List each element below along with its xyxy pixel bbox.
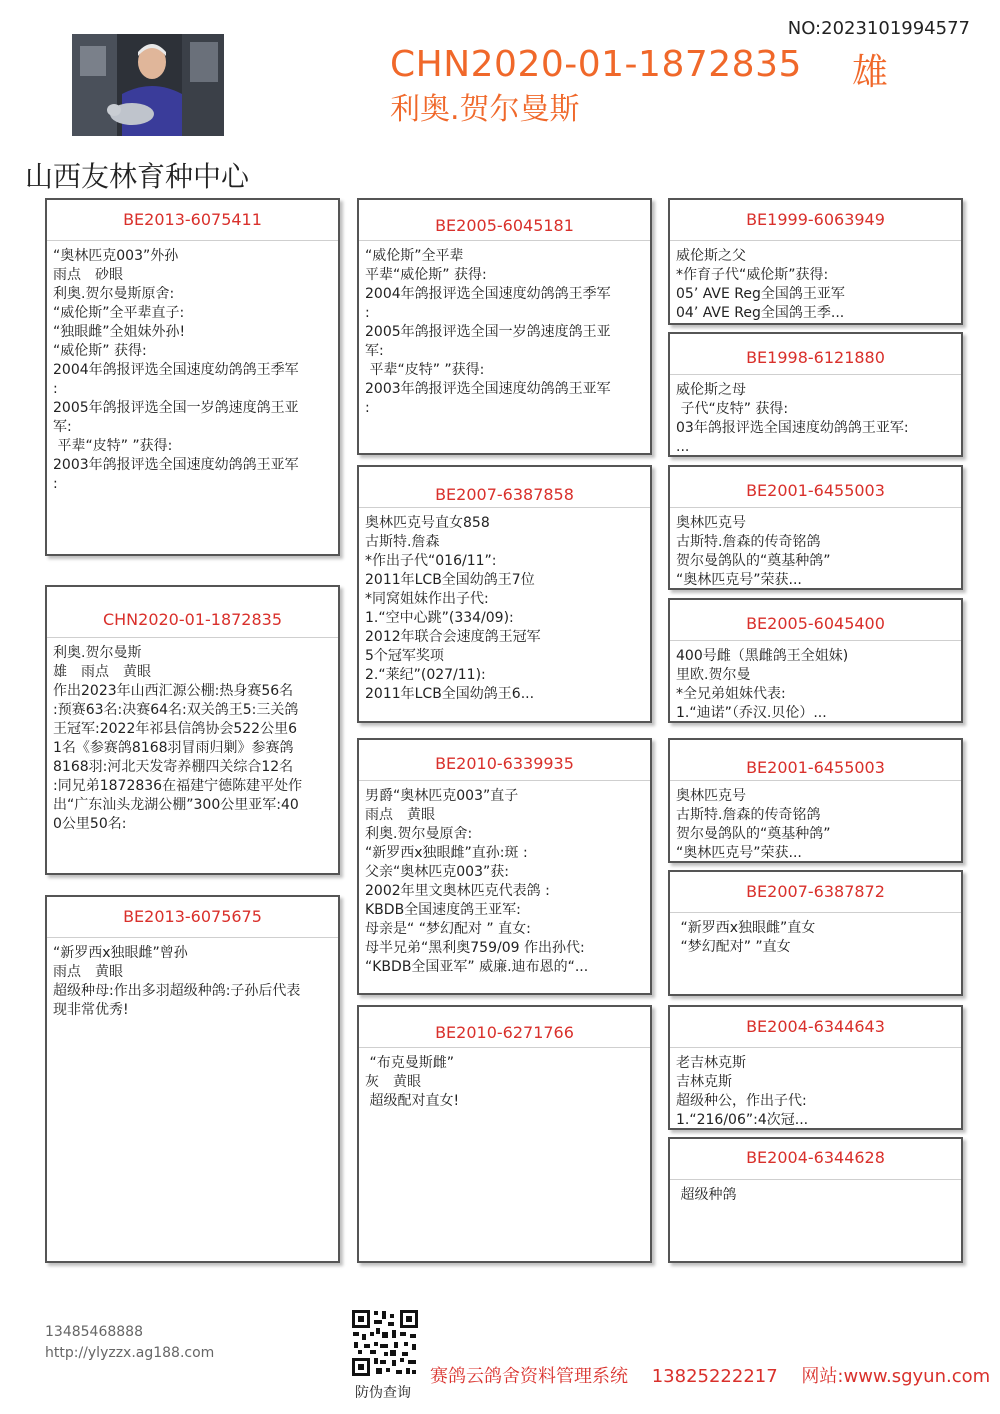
pedigree-card-dam-dam <box>357 1005 652 1263</box>
card-ring-number: BE2010-6271766 <box>359 1007 650 1048</box>
card-description: 400号雌（黑雌鸽王全姐妹) 里欧.贺尔曼 *全兄弟姐妹代表: 1.“迪诺”（乔汉.贝伦）... <box>676 648 849 721</box>
pedigree-card-ggen-7 <box>668 1005 963 1130</box>
card-ring-number: BE2001-6455003 <box>670 467 961 508</box>
card-description: “奥林匹克003”外孙 雨点 砂眼 利奥.贺尔曼斯原舍: “威伦斯”全平辈直子: “独眼雌”全姐妹外孙! “威伦斯” 获得: 2004年鸽报评选全国速度幼鸽鸽王季军 : 2005年鸽报评选全国一岁鸽速度鸽王亚 军: 平辈“皮特” ”获得: 2003年鸽报评选全国速度幼鸽鸽王亚军 : <box>53 248 299 492</box>
pedigree-card-ggen-3 <box>668 465 963 590</box>
card-ring-number: BE2007-6387872 <box>670 872 961 913</box>
pedigree-card-sire-sire <box>357 198 652 455</box>
pedigree-card-subject <box>45 585 340 875</box>
card-description: “新罗西x独眼雌”直女 “梦幻配对” ”直女 <box>680 920 816 955</box>
card-description: 威伦斯之父 *作育子代“威伦斯”获得: 05’ AVE Reg全国鸽王亚军 04’ AVE Reg全国鸽王季... <box>676 248 845 321</box>
pedigree-card-ggen-2 <box>668 332 963 457</box>
card-description: 利奥.贺尔曼斯 雄 雨点 黄眼 作出2023年山西汇源公棚:热身赛56名 :预赛63名:决赛64名:双关鸽王5:三关鸽 王冠军:2022年祁县信鸽协会522公里6 1名《参赛鸽8168羽冒雨归剿》参赛鸽 8168羽:河北天发寄养棚四关综合12名 :同兄弟1872836在福建宁德陈建平处作 出“广东汕头龙湖公棚”300公里亚军:40 0公里50名: <box>53 645 303 832</box>
card-description: “布克曼斯雌” 灰 黄眼 超级配对直女! <box>365 1055 460 1109</box>
card-description: 奥林匹克号 古斯特.詹森的传奇铭鸽 贺尔曼鸽队的“奠基种鸽” “奥林匹克号”荣获... <box>676 515 831 588</box>
card-ring-number: BE2010-6339935 <box>359 740 650 781</box>
card-ring-number: BE2005-6045181 <box>359 200 650 241</box>
card-description: 奥林匹克号 古斯特.詹森的传奇铭鸽 贺尔曼鸽队的“奠基种鸽” “奥林匹克号”荣获... <box>676 788 831 861</box>
pedigree-card-sire-dam <box>357 465 652 723</box>
pigeon-ring-number: CHN2020-01-1872835 <box>390 44 802 85</box>
card-description: 威伦斯之母 子代“皮特” 获得: 03年鸽报评选全国速度幼鸽鸽王亚军: ... <box>676 382 909 455</box>
certificate-number: NO:2023101994577 <box>787 18 970 39</box>
loft-name: 山西友林育种中心 <box>25 160 250 193</box>
qr-code-icon[interactable] <box>350 1308 420 1378</box>
card-ring-number: BE1999-6063949 <box>670 200 961 241</box>
card-ring-number: BE2007-6387858 <box>359 467 650 508</box>
pedigree-card-ggen-8 <box>668 1137 963 1263</box>
pedigree-card-ggen-5 <box>668 738 963 863</box>
card-ring-number: BE2001-6455003 <box>670 740 961 781</box>
breeder-photo <box>72 34 224 136</box>
card-ring-number: BE2013-6075411 <box>47 200 338 241</box>
pedigree-card-ggen-4 <box>668 598 963 723</box>
card-description: 老吉林克斯 吉林克斯 超级种公，作出子代: 1.“216/06”:4次冠... <box>676 1055 809 1128</box>
card-description: “新罗西x独眼雌”曾孙 雨点 黄眼 超级种母:作出多羽超级种鸽:子孙后代表 现非常优秀! <box>53 945 301 1018</box>
footer-system-info: 赛鸽云鸽舍资料管理系统 13825222217 网站:www.sgyun.com <box>430 1366 991 1387</box>
pigeon-sex: 雄 <box>852 52 889 93</box>
card-description: 男爵“奥林匹克003”直子 雨点 黄眼 利奥.贺尔曼原舍: “新罗西x独眼雌”直孙:斑 : 父亲“奥林匹克003”获: 2002年里文奥林匹克代表鸽 : KBDB全国速度鸽王亚军: 母亲是“ “梦幻配对 ” 直女: 母半兄弟“黑利奥759/09 作出孙代: “KBDB全国亚军” 威廉.迪布恩的“... <box>365 788 589 975</box>
pigeon-name: 利奥.贺尔曼斯 <box>390 92 580 127</box>
pedigree-card-dam-sire <box>357 738 652 995</box>
card-ring-number: BE2004-6344628 <box>670 1139 961 1180</box>
pedigree-card-sire <box>45 198 340 556</box>
card-description: 超级种鸽 <box>676 1187 737 1203</box>
pedigree-card-ggen-1 <box>668 198 963 325</box>
pedigree-card-ggen-6 <box>668 870 963 996</box>
card-description: 奥林匹克号直女858 古斯特.詹森 *作出子代“016/11”: 2011年LCB全国幼鸽王7位 *同窝姐妹作出子代: 1.“空中心跳”(334/09): 2012年联合会速度鸽王冠军 5个冠军奖项 2.“莱纪”(027/11): 2011年LCB全国幼鸽王6... <box>365 515 541 702</box>
card-ring-number: CHN2020-01-1872835 <box>47 587 338 638</box>
card-ring-number: BE1998-6121880 <box>670 334 961 375</box>
card-description: “威伦斯”全平辈 平辈“威伦斯” 获得: 2004年鸽报评选全国速度幼鸽鸽王季军 : 2005年鸽报评选全国一岁鸽速度鸽王亚 军: 平辈“皮特” ”获得: 2003年鸽报评选全国速度幼鸽鸽王亚军 : <box>365 248 611 416</box>
pedigree-card-dam <box>45 895 340 1263</box>
card-ring-number: BE2013-6075675 <box>47 897 338 938</box>
card-ring-number: BE2004-6344643 <box>670 1007 961 1048</box>
contact-url[interactable]: http://ylyzzx.ag188.com <box>45 1345 215 1361</box>
contact-phone: 13485468888 <box>45 1324 143 1340</box>
qr-label: 防伪查询 <box>355 1385 411 1401</box>
card-ring-number: BE2005-6045400 <box>670 600 961 641</box>
